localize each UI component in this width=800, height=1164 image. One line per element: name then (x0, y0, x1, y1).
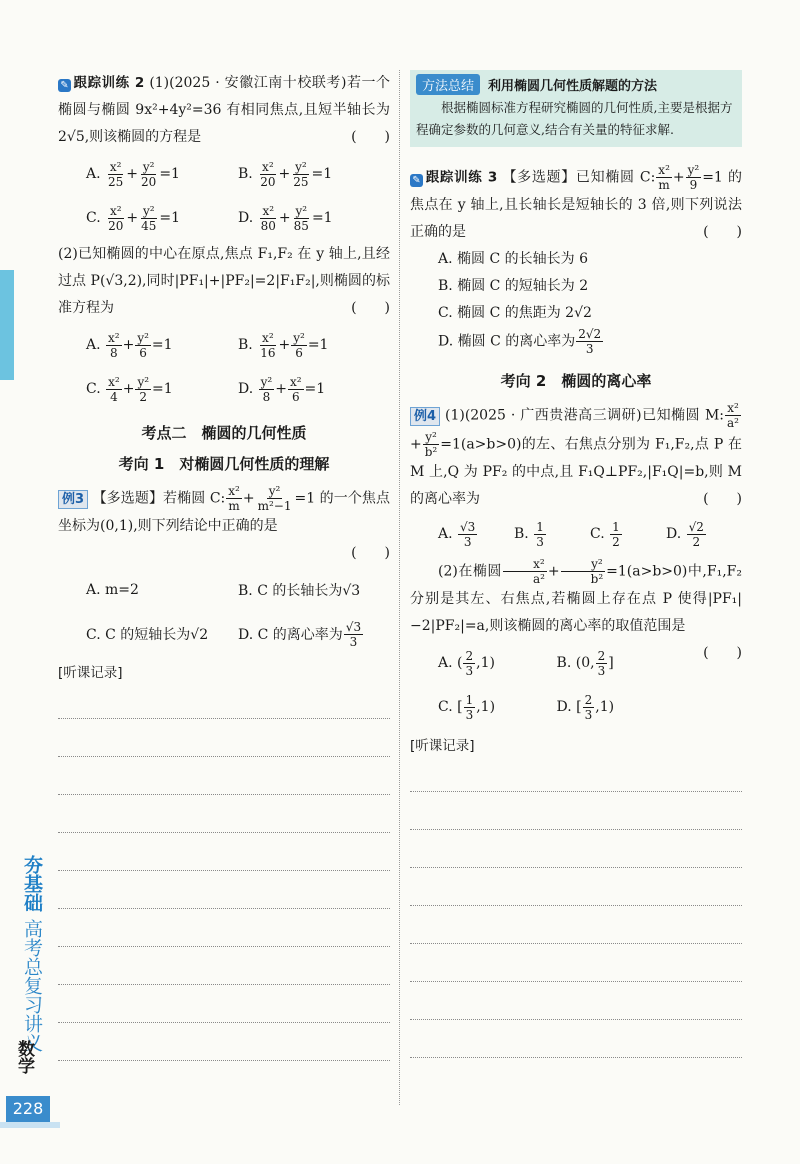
option-a[interactable]: A. 椭圆 C 的长轴长为 6 (438, 251, 588, 267)
answer-bracket-6: ( ) (703, 645, 742, 661)
exercise-tag: 跟踪训练 2 (73, 75, 145, 91)
options-grid-5 (438, 515, 742, 553)
notes-lines (410, 754, 742, 1058)
option-d[interactable]: D. $\frac{\text{y²}}{8}$ + $\frac{\text{x²}}{6}$ =1 (238, 374, 326, 404)
series-brand (4, 855, 42, 1052)
right-column (410, 70, 742, 1058)
brand-sub: 高考总复习讲义 (21, 918, 43, 1052)
option-a[interactable]: A. $\frac{\text{x²}}{8}$ + $\frac{\text{y²}}{6}$ =1 (86, 330, 173, 360)
tracking-exercise-2 (58, 70, 390, 408)
direction-title-1: 考向 1 对椭圆几何性质的理解 (118, 455, 330, 473)
example-label: 例4 (410, 407, 440, 426)
notes-lines (58, 681, 390, 1061)
example-label: 例3 (58, 490, 88, 509)
options-grid-1 (86, 155, 390, 237)
options-list-4 (438, 246, 742, 356)
option-b[interactable]: B. C 的长轴长为√3 (238, 583, 361, 599)
page-number: 228 (6, 1096, 50, 1122)
exercise-tag: 跟踪训练 3 (425, 169, 498, 186)
options-grid-3 (86, 571, 390, 653)
option-d[interactable]: D. $\frac{\text{x²}}{80}$ + $\frac{\text{y²}}{85}$ =1 (238, 203, 333, 233)
question-text-2: (2)已知椭圆的中心在原点,焦点 F₁,F₂ 在 y 轴上,且经过点 P(√3,2),同时|PF₁|+|PF₂|=2|F₁F₂|,则椭圆的标准方程为 (58, 246, 390, 316)
column-divider (399, 70, 400, 1105)
option-d[interactable]: D. 椭圆 C 的离心率为 $\frac{2√2}{3}$ (438, 327, 602, 356)
example-3: 例3 【多选题】若椭圆 C: $\frac{\text{x²}}{m}$ + $\frac{\text{y²}}{\text{m²−1}}$ =1 的一个焦点坐标为(0,1),则下列结论中正确的是 ( ) A. m=2 B. C 的长轴长为√3 C. C 的短轴长为√2 D. C 的离心率为 $\frac{√3}{3}$ (58, 484, 390, 653)
options-grid-6 (438, 644, 675, 726)
option-d[interactable]: D. C 的离心率为 $\frac{√3}{3}$ (238, 619, 362, 649)
direction-title-2: 考向 2 椭圆的离心率 (500, 372, 652, 390)
option-b[interactable]: B. $\frac{\text{x²}}{16}$ + $\frac{\text{y²}}{6}$ =1 (238, 330, 329, 360)
tracking-exercise-3: ✎ 跟踪训练 3 【多选题】已知椭圆 C: $\frac{\text{x²}}{m}$ + $\frac{\text{y²}}{9}$ =1 的焦点在 y 轴上,且长轴长是短轴长的 3 倍,则下列说法正确的是 ( ) A. 椭圆 C 的长轴长为 6 B. 椭圆 C 的短轴长为 2 C. 椭圆 C 的焦距为 2√2 D. 椭圆 C 的离心率为 $\frac{2√2}{3}$ (410, 163, 742, 356)
page-number-bar (0, 1122, 60, 1128)
exercise-icon: ✎ (410, 174, 423, 187)
method-tag: 方法总结 (416, 74, 480, 95)
option-c[interactable]: C. $\frac{\text{x²}}{20}$ + $\frac{\text{y²}}{45}$ =1 (86, 203, 181, 233)
option-a[interactable]: A. $\frac{√3}{3}$ (438, 519, 476, 549)
option-d[interactable]: D. [ $\frac{2}{3}$ ,1) (556, 692, 615, 722)
question-text: (1)(2025 · 安徽江南十校联考)若一个椭圆与椭圆 9x²+4y²=36 有相同焦点,且短半轴长为 2√5,则该椭圆的方程是 (58, 75, 391, 145)
exercise-icon: ✎ (58, 79, 71, 92)
method-text: 根据椭圆标准方程研究椭圆的几何性质,主要是根据方程确定参数的几何意义,结合有关量的特征求解. (416, 100, 733, 137)
option-b[interactable]: B. 椭圆 C 的短轴长为 2 (438, 278, 589, 294)
option-a[interactable]: A. $\frac{\text{x²}}{25}$ + $\frac{\text{y²}}{20}$ =1 (86, 159, 180, 189)
method-summary-box (410, 70, 742, 147)
option-b[interactable]: B. $\frac{1}{3}$ (514, 519, 544, 549)
option-c[interactable]: C. 椭圆 C 的焦距为 2√2 (438, 305, 592, 321)
answer-bracket-5: ( ) (703, 491, 742, 507)
option-a[interactable]: A. ( $\frac{2}{3}$ ,1) (438, 648, 495, 678)
edge-color-strip (0, 270, 14, 380)
lecture-notes-label: [听课记录] (58, 665, 123, 681)
option-c[interactable]: C. $\frac{1}{2}$ (590, 519, 620, 549)
option-d[interactable]: D. $\frac{√2}{2}$ (666, 519, 704, 549)
answer-bracket-2: ( ) (351, 300, 390, 316)
example-4: 例4 (1)(2025 · 广西贵港高三调研)已知椭圆 M: $\frac{\text{x²}}{\text{a²}}$ + $\frac{\text{y²}}{\text{b²}}$ =1(a>b>0)的左、右焦点分别为 F₁,F₂,点 P 在 M 上,Q 为 PF₂ 的中点,且 F₁Q⊥PF₂,|F₁Q|=b,则 M 的离心率为 ( ) A. $\frac{√3}{3}$ B. $\frac{1}{3}$ C. $\frac{1}{2}$ D. $\frac{√2}{2}$ (2)在椭圆 $\frac{\text{x²}}{\text{a²}}$ + $\frac{\text{y²}}{\text{b²}}$ =1(a>b>0)中,F₁,F₂ 分别是其左、右焦点,若椭圆上存在点 P 使得|PF₁|−2|PF₂|=a,则该椭圆的离心率的取值范围是 ( ) A. ( $\frac{2}{3}$ ,1) B. (0, $\frac{2}{3}$ ] C. [ $\frac{1}{3}$ ,1) D. [ $\frac{2}{3}$ ,1) (410, 401, 742, 726)
option-a[interactable]: A. m=2 (86, 582, 139, 598)
lecture-notes-label: [听课记录] (410, 738, 475, 754)
subject-label: 数学 (14, 1040, 34, 1074)
left-column (58, 70, 390, 1061)
section-title: 考点二 椭圆的几何性质 (141, 424, 307, 442)
method-title: 利用椭圆几何性质解题的方法 (488, 79, 658, 94)
option-b[interactable]: B. (0, $\frac{2}{3}$ ] (556, 648, 614, 678)
option-c[interactable]: C. $\frac{\text{x²}}{4}$ + $\frac{\text{y²}}{2}$ =1 (86, 374, 173, 404)
option-c[interactable]: C. C 的短轴长为√2 (86, 627, 209, 643)
options-grid-2 (86, 326, 390, 408)
brand-main: 夯基础 (21, 855, 43, 912)
answer-bracket: ( ) (351, 129, 390, 145)
option-c[interactable]: C. [ $\frac{1}{3}$ ,1) (438, 692, 496, 722)
option-b[interactable]: B. $\frac{\text{x²}}{20}$ + $\frac{\text{y²}}{25}$ =1 (238, 159, 333, 189)
answer-bracket-3: ( ) (351, 545, 390, 561)
answer-bracket-4: ( ) (703, 224, 742, 240)
